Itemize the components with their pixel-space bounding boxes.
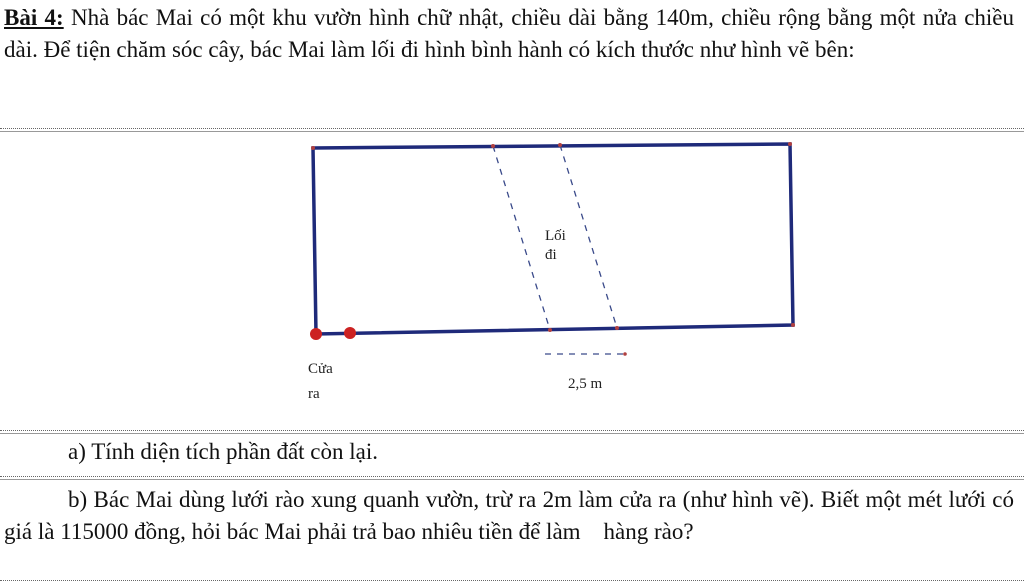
path-label-line2: đi — [545, 247, 557, 263]
vertex-dot — [623, 352, 627, 356]
question-b-text: b) Bác Mai dùng lưới rào xung quanh vườn, trừ ra 2m làm cửa ra (như hình vẽ). Biết một mét lưới có giá là 115000 đồng, hỏi bác Mai phải trả bao nhiêu tiền để làm hàng rào? — [4, 487, 1020, 544]
path-right-edge — [560, 145, 617, 328]
vertex-dot — [558, 143, 562, 147]
question-a-text: a) Tính diện tích phần đất còn lại. — [68, 439, 378, 464]
door-point-left — [310, 328, 322, 340]
vertex-dot — [491, 144, 495, 148]
question-a — [4, 436, 1014, 468]
separator-line — [0, 433, 1024, 434]
separator-line — [0, 580, 1024, 581]
question-b — [4, 484, 1020, 548]
width-label: 2,5 m — [568, 376, 603, 392]
separator-line — [0, 479, 1024, 480]
vertex-dot — [615, 326, 619, 330]
vertex-dot — [791, 323, 795, 327]
problem-intro: Nhà bác Mai có một khu vườn hình chữ nhật, chiều dài bằng 140m, chiều rộng bằng một nửa chiều dài. Để tiện chăm sóc cây, bác Mai làm lối đi hình bình hành có kích thước như hình vẽ bên: — [4, 5, 1014, 62]
vertex-dot — [311, 146, 315, 150]
vertex-dot — [788, 142, 792, 146]
path-left-edge — [493, 146, 550, 330]
door-label-line1: Cửa — [308, 361, 333, 377]
path-label-line1: Lối — [545, 228, 566, 244]
vertex-dot — [548, 328, 552, 332]
separator-line — [0, 476, 1024, 477]
door-point-right — [344, 327, 356, 339]
separator-line — [0, 430, 1024, 431]
door-label-line2: ra — [308, 386, 320, 402]
problem-label: Bài 4: — [4, 5, 64, 30]
